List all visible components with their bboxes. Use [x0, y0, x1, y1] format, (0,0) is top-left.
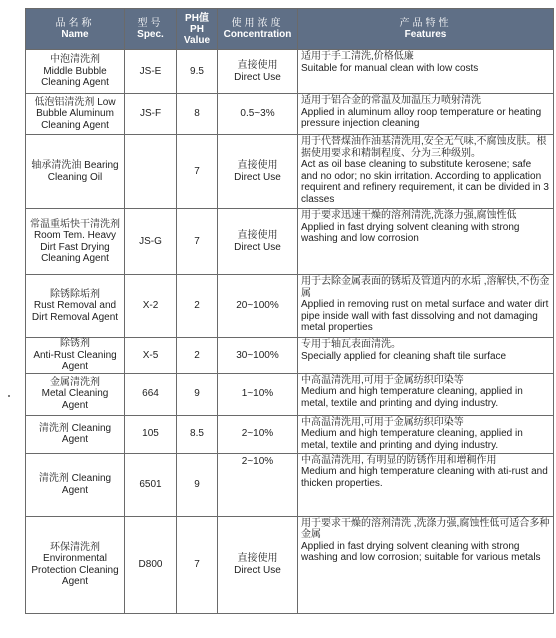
- ph-cell: 2: [177, 275, 218, 338]
- features-cell: 适用于手工清洗,价格低廉 Suitable for manual clean with low costs: [298, 50, 554, 94]
- features-cell: 中高温清洗用, 有明显的防锈作用和增稠作用 Medium and high temperature cleaning with ati-rust and thicken properties.: [298, 453, 554, 516]
- product-name-cell: 清洗剂 Cleaning Agent: [26, 415, 125, 453]
- product-name-cell: 轴承清洗油 Bearing Cleaning Oil: [26, 135, 125, 209]
- ph-cell: 7: [177, 135, 218, 209]
- concentration-cell: 直接使用 Direct Use: [218, 209, 298, 275]
- product-name-cell: 清洗剂 Cleaning Agent: [26, 453, 125, 516]
- concentration-cell: 20~100%: [218, 275, 298, 338]
- table-row: [26, 50, 554, 94]
- features-cell: 用于要求干燥的溶剂清洗 ,洗涤力强,腐蚀性低可适合多种金属 Applied in fast drying solvent cleaning with strong washing and low corrosion; suitable for various metals: [298, 516, 554, 613]
- features-cell: 用于要求迅速干燥的溶剂清洗,洗涤力强,腐蚀性低 Applied in fast drying solvent cleaning with strong washing and low corrosion: [298, 209, 554, 275]
- ph-cell: 2: [177, 338, 218, 374]
- ph-cell: 7: [177, 516, 218, 613]
- product-table-sheet: [25, 8, 553, 614]
- header-name: 品名称 Name: [26, 9, 125, 50]
- header-spec: 型号 Spec.: [125, 9, 177, 50]
- spec-cell: 6501: [125, 453, 177, 516]
- spec-cell: JS-E: [125, 50, 177, 94]
- product-name-cell: 常温重垢快干清洗剂 Room Tem. Heavy Dirt Fast Drying Cleaning Agent: [26, 209, 125, 275]
- header-features: 产品特性 Features: [298, 9, 554, 50]
- features-cell: 用于去除金属表面的锈垢及管道内的水垢 ,溶解快,不伤金属 Applied in removing rust on metal surface and water dirt pipe inside wall with fast dissolving and not damaging metal properties: [298, 275, 554, 338]
- table-row: [26, 275, 554, 338]
- table-row: [26, 373, 554, 415]
- spec-cell: JS-F: [125, 94, 177, 135]
- spec-cell: 105: [125, 415, 177, 453]
- spec-cell: D800: [125, 516, 177, 613]
- header-concentration: 使用浓度 Concentration: [218, 9, 298, 50]
- product-name-cell: 低泡铝清洗剂 Low Bubble Aluminum Cleaning Agent: [26, 94, 125, 135]
- features-cell: 中高温清洗用,可用于金属纺织印染等 Medium and high temperature cleaning, applied in metal, textile and printing and dying industry.: [298, 415, 554, 453]
- table-header: [26, 9, 554, 50]
- features-cell: 适用于铝合金的常温及加温压力喷射清洗 Applied in aluminum alloy roop temperature or heating pressure injection cleaning: [298, 94, 554, 135]
- table-row: [26, 209, 554, 275]
- concentration-cell: 1~10%: [218, 373, 298, 415]
- ph-cell: 9: [177, 373, 218, 415]
- table-row: [26, 453, 554, 516]
- table-row: [26, 516, 554, 613]
- concentration-cell: 2~10%: [218, 453, 298, 516]
- product-name-cell: 中泡清洗剂 Middle Bubble Cleaning Agent: [26, 50, 125, 94]
- spec-cell: X-2: [125, 275, 177, 338]
- table-body: [26, 50, 554, 614]
- table-row: [26, 94, 554, 135]
- table-row: [26, 338, 554, 374]
- product-name-cell: 环保清洗剂 Environmental Protection Cleaning Agent: [26, 516, 125, 613]
- spec-cell: 664: [125, 373, 177, 415]
- spec-cell: [125, 135, 177, 209]
- spec-cell: X-5: [125, 338, 177, 374]
- features-cell: 专用于轴瓦表面清洗。 Specially applied for cleaning shaft tile surface: [298, 338, 554, 374]
- ph-cell: 8: [177, 94, 218, 135]
- ph-cell: 9.5: [177, 50, 218, 94]
- features-cell: 用于代替煤油作油基清洗用,安全无气味,不腐蚀皮肤。根据使用要求和精制程度、分为三种级别。 Act as oil base cleaning to substitute kerosene; safe and no odor; no skin irritation. According to application requirent and refinery requirement, it can be divided in 3 classes: [298, 135, 554, 209]
- margin-mark: [8, 395, 10, 397]
- header-ph: PH值 PH Value: [177, 9, 218, 50]
- concentration-cell: 0.5~3%: [218, 94, 298, 135]
- header-row: [26, 9, 554, 50]
- concentration-cell: 2~10%: [218, 415, 298, 453]
- ph-cell: 7: [177, 209, 218, 275]
- spec-cell: JS-G: [125, 209, 177, 275]
- concentration-cell: 30~100%: [218, 338, 298, 374]
- product-name-cell: 除锈剂 Anti-Rust Cleaning Agent: [26, 338, 125, 374]
- concentration-cell: 直接使用 Direct Use: [218, 50, 298, 94]
- ph-cell: 8.5: [177, 415, 218, 453]
- table-row: [26, 415, 554, 453]
- product-name-cell: 除锈除垢剂 Rust Removal and Dirt Removal Agent: [26, 275, 125, 338]
- ph-cell: 9: [177, 453, 218, 516]
- product-name-cell: 金属清洗剂 Metal Cleaning Agent: [26, 373, 125, 415]
- table-row: [26, 135, 554, 209]
- product-spec-table: [25, 8, 554, 614]
- concentration-cell: 直接使用 Direct Use: [218, 516, 298, 613]
- concentration-cell: 直接使用 Direct Use: [218, 135, 298, 209]
- features-cell: 中高温清洗用,可用于金属纺织印染等 Medium and high temperature cleaning, applied in metal, textile and printing and dying industry.: [298, 373, 554, 415]
